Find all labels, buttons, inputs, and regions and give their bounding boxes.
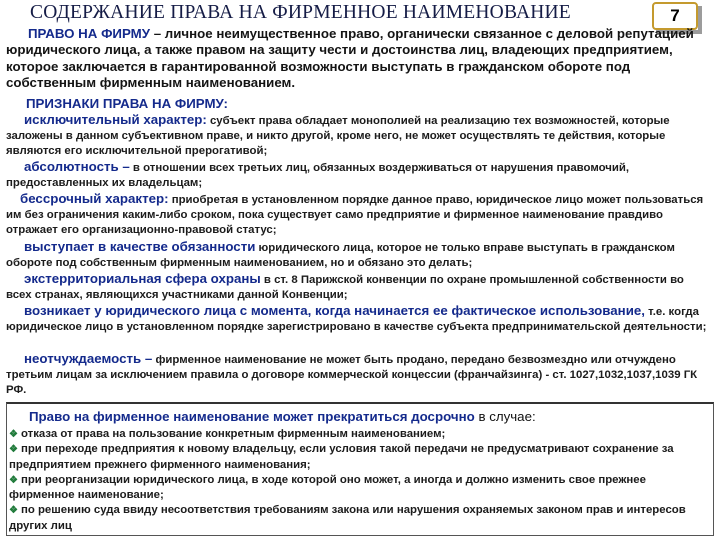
sign-term: неотчуждаемость – [24, 351, 153, 366]
sign-term: выступает в качестве обязанности [24, 239, 256, 254]
sign-item-perpetual [6, 191, 712, 239]
diamond-bullet-icon: ❖ [9, 474, 18, 486]
page-title: СОДЕРЖАНИЕ ПРАВА НА ФИРМЕННОЕ НАИМЕНОВАНИЕ [30, 2, 571, 23]
sign-term: исключительный характер: [24, 112, 207, 127]
definition-text: – личное неимущественное право, органически связанное с деловой репутацией юридического лица, а также правом на защиту чести и достоинства лиц, владеющих предприятием, которое заключается в гарантированной возможности выступать в гражданском обороте под собственным фирменным наименованием. [6, 26, 694, 91]
termination-heading [29, 409, 536, 424]
sign-term: возникает у юридического лица с момента, когда начинается ее фактическое использование, [24, 303, 645, 318]
sign-text: т.е. когда юридическое лицо в установленном порядке зарегистрировано в качестве субъекта предпринимательской деятельности; [6, 306, 707, 334]
sign-term: бессрочный характер: [20, 191, 169, 206]
sign-text: в ст. 8 Парижской конвенции по охране промышленной собственности во всех странах, являющихся участниками данной Конвенции; [6, 274, 684, 302]
sign-item-inalienable [6, 351, 712, 399]
sign-item-exclusive [6, 112, 712, 160]
diamond-bullet-icon: ❖ [9, 429, 18, 440]
termination-box [6, 402, 714, 536]
sign-term: экстерриториальная сфера охраны [24, 271, 261, 286]
sign-item-extraterritorial [6, 271, 712, 303]
sign-item-origin [6, 303, 712, 335]
definition-paragraph [6, 26, 712, 92]
sign-item-obligation [6, 239, 712, 271]
sign-text: приобретая в установленном порядке данное право, юридическое лицо может пользоваться им без ограничения каким-либо сроком, пока существует само предприятие и фирменное наименование правдиво отражает его организационно-правовой статус; [6, 194, 704, 237]
signs-heading: ПРИЗНАКИ ПРАВА НА ФИРМУ: [26, 96, 228, 111]
list-item: ❖ по решению суда ввиду несоответствия требованиям закона или нарушения охраняемых законом прав и интересов других лиц [9, 504, 686, 532]
sign-text: фирменное наименование не может быть продано, передано безвозмездно или отчуждено третьим лицам за исключением правила о договоре коммерческой концессии (франчайзинга) - ст. 1027,1032,1037,1039 ГК РФ. [6, 354, 698, 397]
sign-text: субъект права обладает монополией на реализацию тех возможностей, которые заложены в данном субъективном праве, и никто другой, кроме него, не может осуществлять те действия, которые являются его исключительной прерогативой; [6, 115, 670, 158]
termination-heading-main: Право на фирменное наименование может прекратиться досрочно [29, 409, 475, 424]
definition-lead: ПРАВО НА ФИРМУ [28, 26, 151, 41]
sign-item-absolute [6, 159, 712, 191]
diamond-bullet-icon: ❖ [9, 444, 18, 456]
diamond-bullet-icon: ❖ [9, 505, 18, 517]
list-item: ❖ при переходе предприятия к новому владельцу, если условия такой передачи не предусматривают сохранение за предприятием прежнего фирменного наименования; [9, 443, 674, 471]
termination-heading-tail: в случае: [474, 409, 536, 424]
termination-list [9, 427, 709, 534]
list-item: ❖ при реорганизации юридического лица, в ходе которой оно может, а иногда и должно изменить свое прежнее фирменное наименование; [9, 473, 646, 502]
sign-text: в отношении всех третьих лиц, обязанных воздерживаться от нарушения правомочий, предоставленных их владельцам; [6, 162, 630, 190]
sign-text: юридического лица, которое не только вправе выступать в гражданском обороте под собственным фирменным наименованием, но и обязано это делать; [6, 242, 675, 270]
list-item: ❖ отказа от права на пользование конкретным фирменным наименованием; [9, 428, 446, 440]
sign-term: абсолютность – [24, 159, 130, 174]
page-number-badge: 7 [652, 2, 698, 30]
